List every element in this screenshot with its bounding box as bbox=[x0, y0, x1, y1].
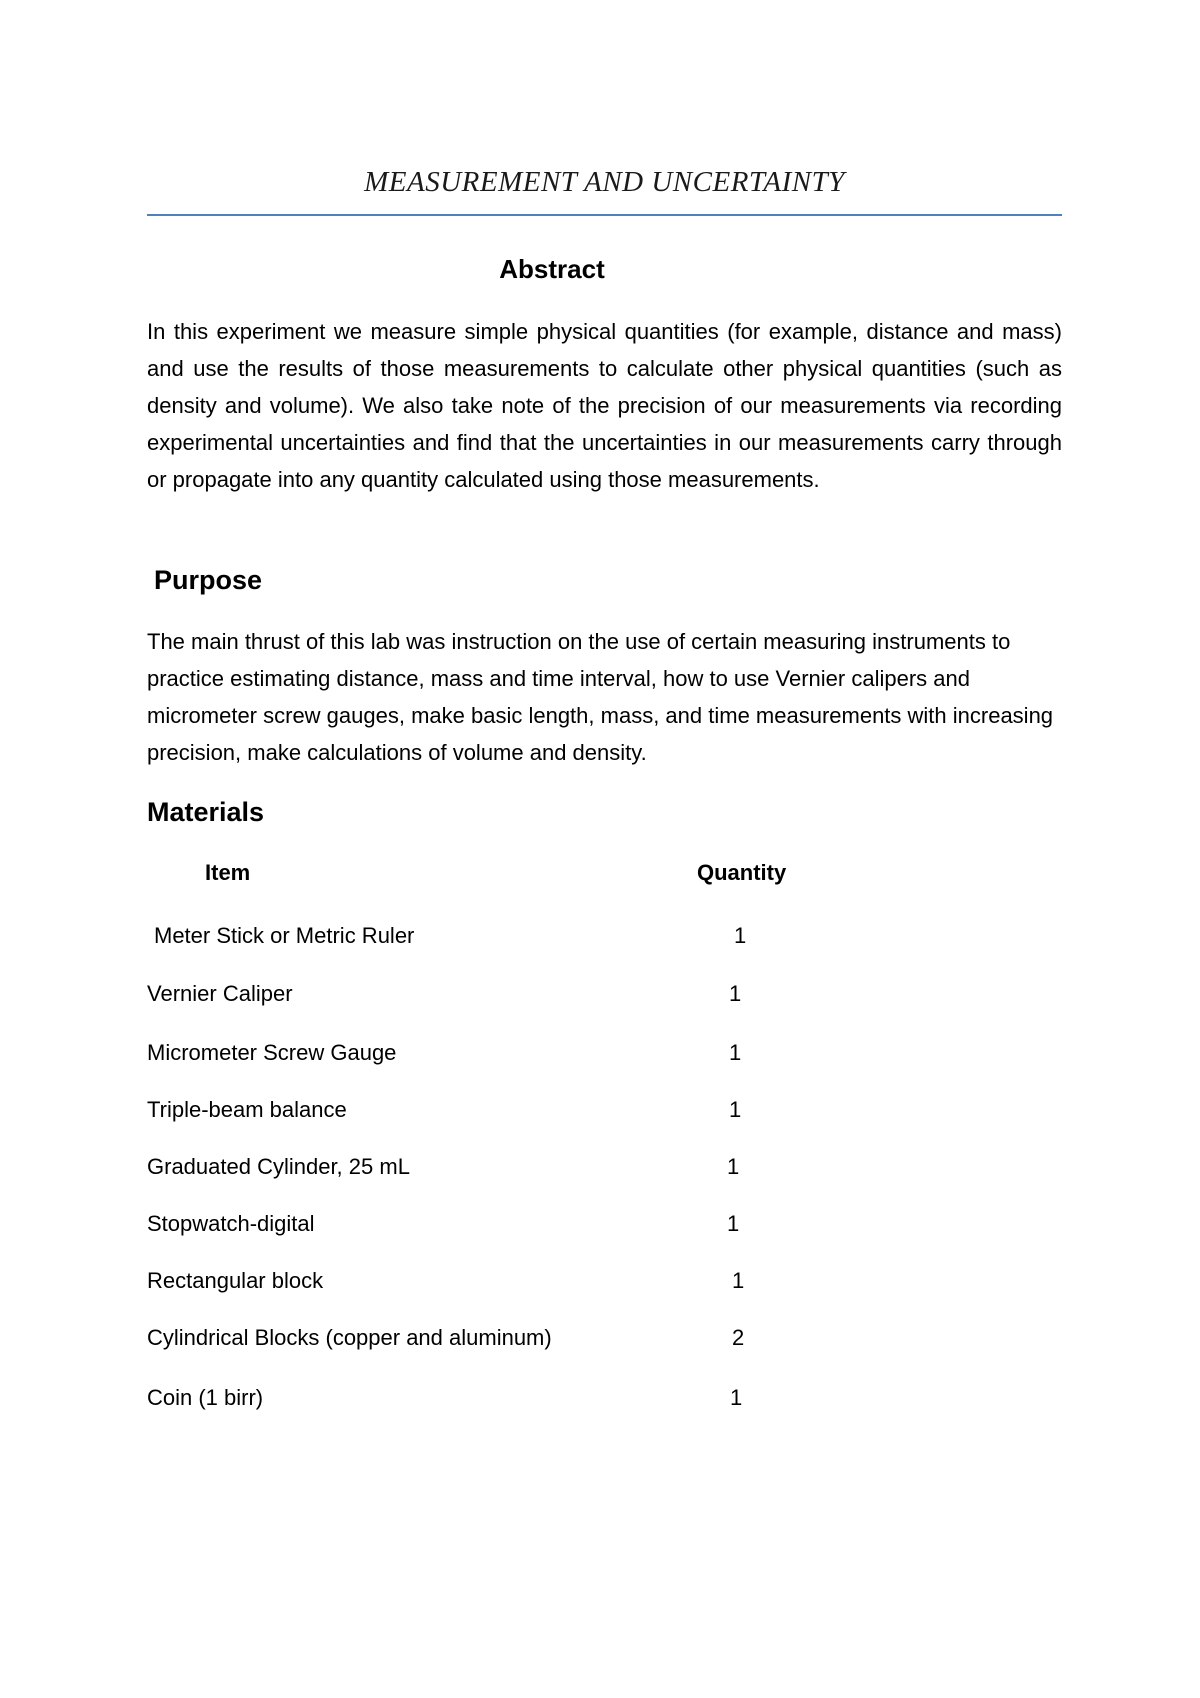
materials-item-column-header: Item bbox=[205, 860, 251, 885]
material-item-quantity: 1 bbox=[729, 1097, 742, 1122]
material-item-name: Graduated Cylinder, 25 mL bbox=[147, 1154, 410, 1179]
material-item-name: Coin (1 birr) bbox=[147, 1385, 264, 1410]
materials-row bbox=[0, 1385, 1200, 1417]
material-item-quantity: 1 bbox=[727, 1211, 740, 1236]
materials-row bbox=[0, 1211, 1200, 1243]
material-item-name: Cylindrical Blocks (copper and aluminum) bbox=[147, 1325, 552, 1350]
material-item-name: Meter Stick or Metric Ruler bbox=[154, 923, 415, 948]
material-item-quantity: 1 bbox=[729, 981, 742, 1006]
material-item-quantity: 1 bbox=[730, 1385, 743, 1410]
materials-row bbox=[0, 923, 1200, 955]
abstract-paragraph: In this experiment we measure simple physical quantities (for example, distance and mass) and use the results of those measurements to calculate other physical quantities (such as density and volume). We also take note of the precision of our measurements via recording experimental uncertainties and find that the uncertainties in our measurements carry through or propagate into any quantity calculated using those measurements. bbox=[147, 319, 1062, 492]
materials-row bbox=[0, 1325, 1200, 1357]
material-item-name: Vernier Caliper bbox=[147, 981, 293, 1006]
material-item-quantity: 2 bbox=[732, 1325, 745, 1350]
material-item-quantity: 1 bbox=[727, 1154, 740, 1179]
materials-row bbox=[0, 981, 1200, 1013]
materials-heading: Materials bbox=[147, 797, 265, 827]
document-title: MEASUREMENT AND UNCERTAINTY bbox=[364, 166, 845, 198]
material-item-quantity: 1 bbox=[734, 923, 747, 948]
purpose-paragraph: The main thrust of this lab was instruction on the use of certain measuring instruments to practice estimating distance, mass and time interval, how to use Vernier calipers and micrometer screw gauges, make basic length, mass, and time measurements with increasing precision, make calculations of volume and density. bbox=[147, 629, 1054, 765]
title-underline-divider bbox=[147, 214, 1062, 216]
materials-row bbox=[0, 1097, 1200, 1129]
materials-row bbox=[0, 1268, 1200, 1300]
materials-row bbox=[0, 1154, 1200, 1186]
purpose-heading: Purpose bbox=[154, 565, 263, 595]
material-item-name: Rectangular block bbox=[147, 1268, 324, 1293]
material-item-name: Stopwatch-digital bbox=[147, 1211, 315, 1236]
material-item-name: Triple-beam balance bbox=[147, 1097, 347, 1122]
materials-row bbox=[0, 1040, 1200, 1072]
material-item-quantity: 1 bbox=[732, 1268, 745, 1293]
materials-quantity-column-header: Quantity bbox=[697, 860, 787, 885]
material-item-quantity: 1 bbox=[729, 1040, 742, 1065]
abstract-heading: Abstract bbox=[499, 254, 605, 284]
material-item-name: Micrometer Screw Gauge bbox=[147, 1040, 397, 1065]
